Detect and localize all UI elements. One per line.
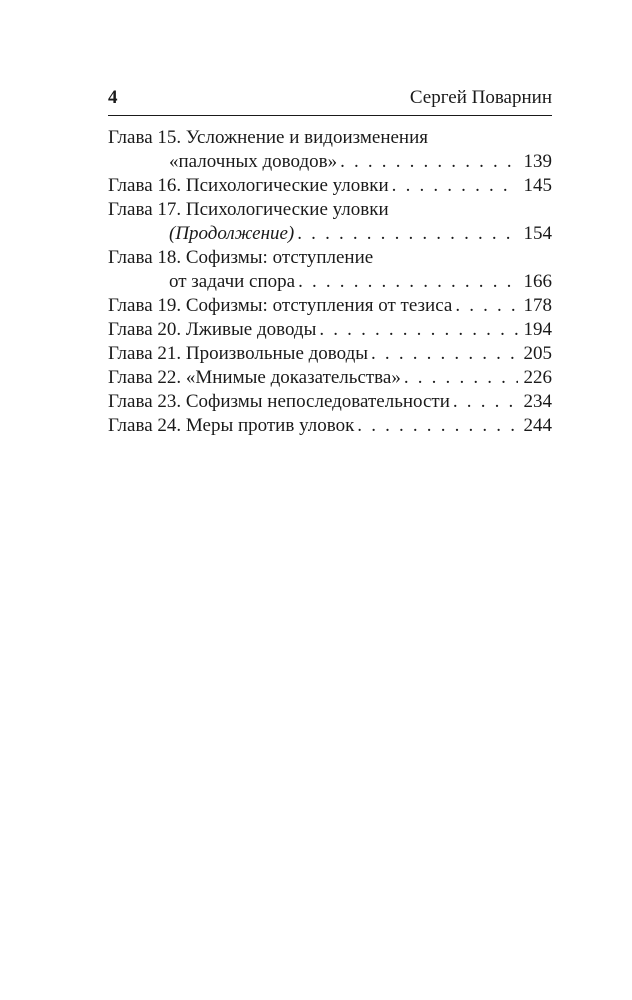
toc-entry-title: Глава 17. Психологические уловки xyxy=(108,199,389,220)
toc-line xyxy=(108,150,552,174)
toc-entry-title: Глава 15. Усложнение и видоизменения xyxy=(108,127,428,148)
toc-entry-title: Глава 18. Софизмы: отступление xyxy=(108,247,374,268)
toc-line xyxy=(108,126,552,150)
toc-entry xyxy=(108,366,552,390)
toc-page-number: 226 xyxy=(523,367,552,388)
dot-leader xyxy=(319,318,517,342)
dot-leader xyxy=(455,294,517,318)
toc-line xyxy=(108,366,552,390)
toc-page-number: 154 xyxy=(523,223,552,244)
toc-page-number: 244 xyxy=(523,415,552,436)
toc-entry xyxy=(108,318,552,342)
dot-leader xyxy=(371,342,517,366)
toc-entry xyxy=(108,126,552,174)
table-of-contents xyxy=(108,126,552,438)
dot-leader xyxy=(392,174,518,198)
dot-leader xyxy=(357,414,517,438)
toc-entry xyxy=(108,342,552,366)
running-header xyxy=(108,86,552,110)
toc-entry-title: Глава 24. Меры против уловок xyxy=(108,415,355,436)
toc-entry-title: Глава 21. Произвольные доводы xyxy=(108,343,369,364)
toc-line xyxy=(108,222,552,246)
toc-entry-title: Глава 20. Лживые доводы xyxy=(108,319,317,340)
toc-entry-title: Глава 23. Софизмы непоследовательности xyxy=(108,391,450,412)
toc-entry-title: «палочных доводов» xyxy=(169,151,338,172)
toc-line xyxy=(108,246,552,270)
toc-line xyxy=(108,414,552,438)
toc-page-number: 234 xyxy=(523,391,552,412)
dot-leader xyxy=(340,150,517,174)
toc-entry xyxy=(108,414,552,438)
toc-entry-title: Глава 22. «Мнимые доказательства» xyxy=(108,367,401,388)
toc-entry-title: Глава 16. Психологические уловки xyxy=(108,175,389,196)
dot-leader xyxy=(297,222,517,246)
dot-leader xyxy=(404,366,518,390)
toc-entry xyxy=(108,174,552,198)
toc-page-number: 166 xyxy=(523,271,552,292)
toc-entry-title: Глава 19. Софизмы: отступления от тезиса xyxy=(108,295,453,316)
toc-entry xyxy=(108,294,552,318)
toc-entry xyxy=(108,198,552,246)
toc-page-number: 194 xyxy=(523,319,552,340)
dot-leader xyxy=(298,270,517,294)
header-rule xyxy=(108,115,552,116)
toc-line xyxy=(108,318,552,342)
toc-page-number: 205 xyxy=(523,343,552,364)
toc-line xyxy=(108,342,552,366)
toc-line xyxy=(108,198,552,222)
page-number: 4 xyxy=(108,87,118,108)
running-title: Сергей Поварнин xyxy=(409,87,552,108)
toc-entry xyxy=(108,390,552,414)
toc-entry-title: (Продолжение) xyxy=(169,223,295,244)
toc-line xyxy=(108,270,552,294)
toc-line xyxy=(108,294,552,318)
toc-entry-title: от задачи спора xyxy=(169,271,296,292)
toc-entry xyxy=(108,246,552,294)
dot-leader xyxy=(453,390,518,414)
toc-page-number: 145 xyxy=(523,175,552,196)
toc-page-number: 178 xyxy=(523,295,552,316)
toc-page-number: 139 xyxy=(523,151,552,172)
toc-line xyxy=(108,174,552,198)
toc-line xyxy=(108,390,552,414)
